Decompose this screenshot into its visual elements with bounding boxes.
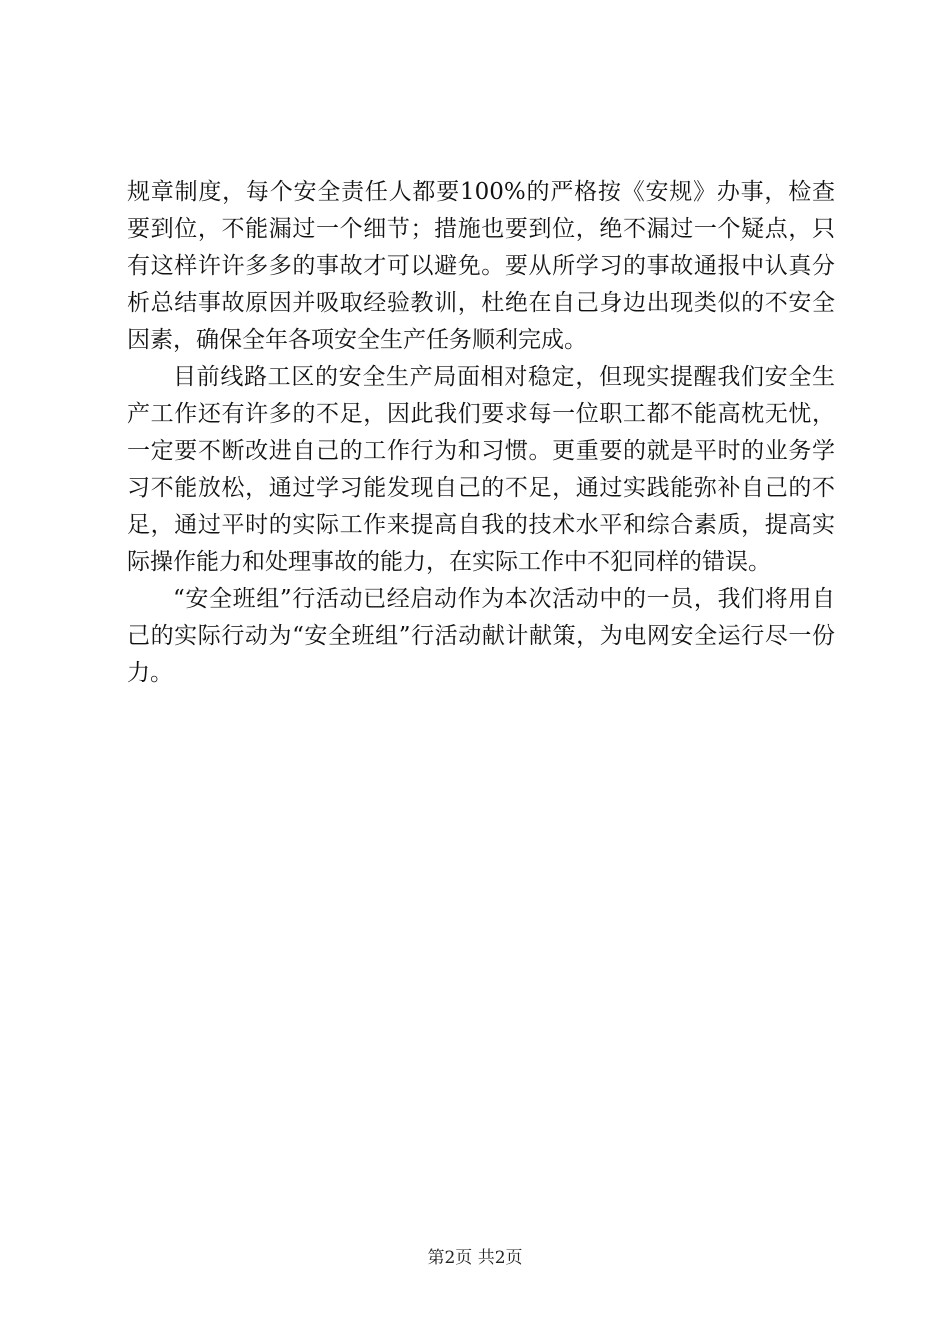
page-footer: 第2页 共2页 [427, 1248, 523, 1268]
paragraph-1: 规章制度，每个安全责任人都要100%的严格按《安规》办事，检查要到位，不能漏过一个细节；措施也要到位，绝不漏过一个疑点，只有这样许许多多的事故才可以避免。要从所学习的事故通报中认真分析总结事故原因并吸取经验教训，杜绝在自己身边出现类似的不安全因素，确保全年各项安全生产任务顺利完成。 [127, 179, 835, 353]
document-body [127, 174, 835, 692]
paragraph-2: 目前线路工区的安全生产局面相对稳定，但现实提醒我们安全生产工作还有许多的不足，因此我们要求每一位职工都不能高枕无忧，一定要不断改进自己的工作行为和习惯。更重要的就是平时的业务学习不能放松，通过学习能发现自己的不足，通过实践能弥补自己的不足，通过平时的实际工作来提高自我的技术水平和综合素质，提高实际操作能力和处理事故的能力，在实际工作中不犯同样的错误。 [127, 364, 835, 575]
paragraph-3: “安全班组”行活动已经启动作为本次活动中的一员，我们将用自己的实际行动为“安全班组”行活动献计献策，为电网安全运行尽一份力。 [127, 586, 835, 686]
